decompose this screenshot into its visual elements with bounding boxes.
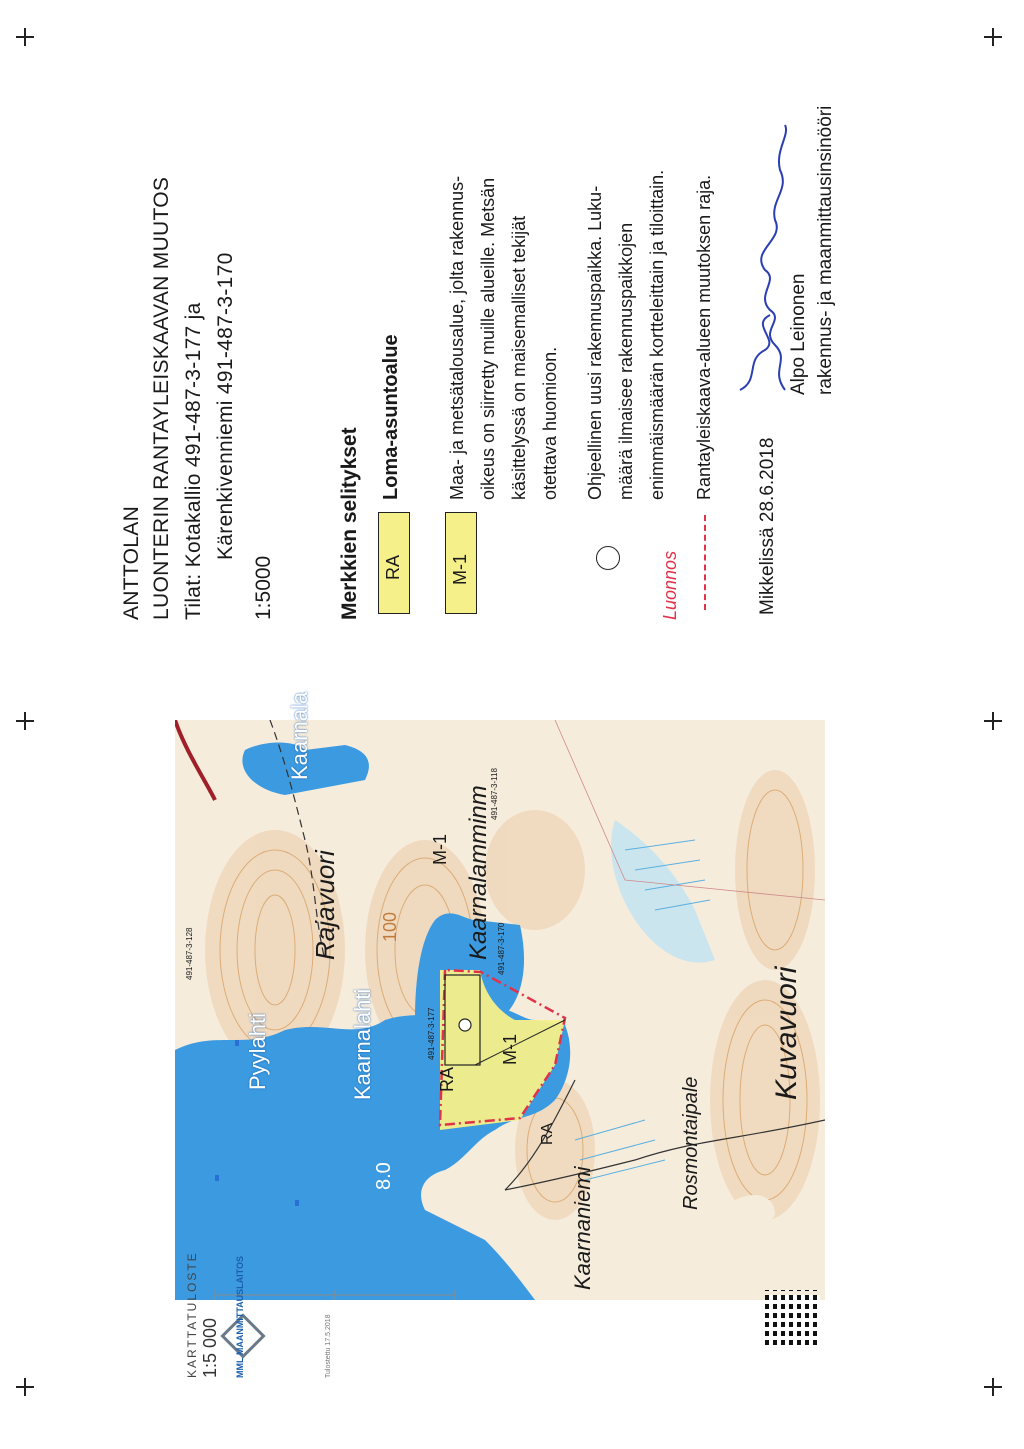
legend-m1-text-line: oikeus on siirretty muille alueille. Metsän (478, 177, 498, 500)
legend-circle-text-line: Ohjeellinen uusi rakennuspaikka. Luku- (585, 185, 605, 500)
legend-ra-text: Loma-asuntoalue (380, 334, 402, 500)
signer-name: Alpo Leinonen (788, 273, 809, 395)
legend-heading: Merkkien selitykset (338, 427, 361, 620)
registration-mark (984, 712, 1002, 730)
title-line-4: Kärenkivenniemi 491-487-3-170 (214, 252, 237, 560)
map-graphic (175, 720, 825, 1300)
parcel-label: 491-487-3-118 (490, 768, 499, 820)
parcel-label: 491-487-3-177 (427, 1007, 436, 1060)
title-line-3: Tilat: Kotakallio 491-487-3-177 ja (182, 302, 205, 620)
map-footer-scale: 1:5 000 (200, 1317, 220, 1378)
place-name-label: Rajavuori (310, 850, 340, 960)
legend-m1-text-line: otettava huomioon. (540, 346, 560, 500)
contour-label: 100 (380, 911, 400, 942)
registration-mark (16, 712, 34, 730)
legend-m1-code: M-1 (450, 554, 470, 585)
place-name-label: Rosmontaipale (680, 1076, 702, 1210)
title-line-1: ANTTOLAN (120, 505, 143, 620)
qr-code-icon (765, 1290, 820, 1345)
zone-label: RA (437, 1066, 457, 1092)
legend-boundary-text: Rantayleiskaava-alueen muutoksen raja. (694, 174, 714, 500)
legend-circle-icon (596, 546, 620, 570)
legend-circle-text-line: enimmäismäärän kortteleittain ja tiloittain. (647, 169, 667, 500)
legend-m1-text-line: Maa- ja metsätalousalue, jolta rakennus- (447, 175, 467, 500)
map-footer-title: KARTTATULOSTE (185, 1251, 199, 1378)
place-name-label: Kaarnala (287, 691, 312, 780)
zone-label: M-1 (500, 1034, 520, 1065)
map-footer (175, 1251, 825, 1380)
map-extract (175, 691, 825, 1300)
place-date: Mikkelissä 28.6.2018 (757, 437, 778, 615)
registration-mark (984, 1378, 1002, 1396)
registration-mark (16, 28, 34, 46)
parcel-label: 491-487-3-128 (185, 927, 194, 980)
registration-mark (984, 28, 1002, 46)
draft-label: Luonnos (660, 550, 680, 620)
map-footer-date: Tulostettu 17.5.2018 (325, 1314, 332, 1378)
zone-label: M-1 (430, 834, 450, 865)
building-site-symbol (459, 1019, 471, 1031)
place-name-label: Kuvavuori (770, 966, 803, 1100)
place-name-label: Kaarnalahti (350, 988, 375, 1100)
sheet-scale: 1:5000 (252, 555, 275, 620)
map-footer-org: MML MAANMITTAUSLAITOS (235, 1256, 245, 1378)
signer-role: rakennus- ja maanmittausinsinööri (815, 105, 836, 395)
registration-mark (16, 1378, 34, 1396)
place-name-label: Kaarnalamminm (465, 785, 492, 960)
zone-label: RA (539, 1122, 556, 1145)
place-name-label: Pyylahti (245, 1012, 270, 1090)
legend-boundary-line (704, 515, 706, 610)
legend-circle-text-line: määrä ilmaisee rakennuspaikkojen (616, 222, 636, 500)
legend-ra-code: RA (383, 554, 403, 580)
depth-label: 8.0 (373, 1162, 395, 1190)
place-name-label: Kaarnaniemi (570, 1166, 595, 1290)
parcel-label: 491-487-3-170 (497, 922, 506, 975)
legend-m1-text-line: käsittelyssä on maisemalliset tekijät (509, 215, 529, 500)
title-line-2: LUONTERIN RANTAYLEISKAAVAN MUUTOS (150, 176, 173, 620)
